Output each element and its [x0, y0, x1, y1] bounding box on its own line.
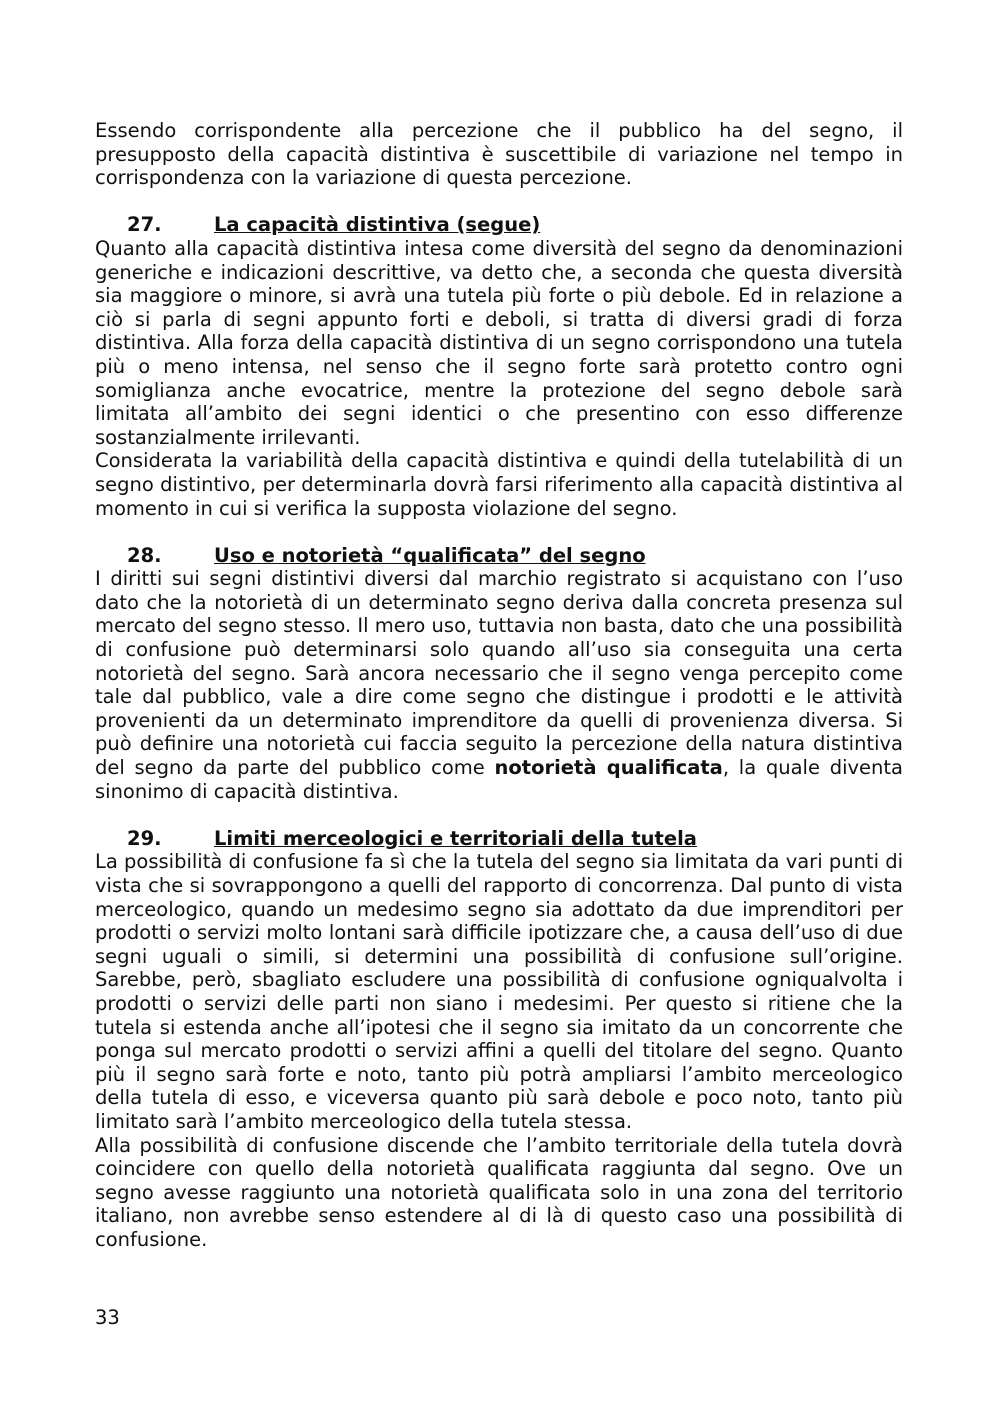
section-number: 27. — [127, 213, 162, 237]
intro-paragraph: Essendo corrispondente alla percezione che il pubblico ha del segno, il presupposto della capacità distintiva è suscettibile di variazione nel tempo in corrispondenza con la variazione di questa percezione. — [95, 119, 903, 190]
section-28-text: I diritti sui segni distintivi diversi dal marchio registrato si acquistano con l’uso dato che la notorietà di un determinato segno deriva dalla concreta presenza sul mercato del segno stesso. Il mero uso, tuttavia non basta, dato che una possibilità di confusione può determinarsi solo quando all’uso sia conseguita una certa notorietà del segno. Sarà ancora necessario che il segno venga percepito come tale dal pubblico, vale a dire come segno che distingue i prodotti e le attività provenienti da un determinato imprenditore da quelli di provenienza diversa. Si può definire una notorietà cui faccia seguito la percezione della natura distintiva del segno da parte del pubblico come — [95, 567, 903, 780]
page-body — [95, 119, 903, 1252]
section-27-paragraph-2: Considerata la variabilità della capacità distintiva e quindi della tutelabilità di un segno distintivo, per determinarla dovrà farsi riferimento alla capacità distintiva al momento in cui si verifica la supposta violazione del segno. — [95, 449, 903, 520]
section-29-paragraph-1: La possibilità di confusione fa sì che la tutela del segno sia limitata da vari punti di vista che si sovrappongono a quelli del rapporto di concorrenza. Dal punto di vista merceologico, quando un medesimo segno sia adottato da due imprenditori per prodotti o servizi molto lontani sarà difficile ipotizzare che, a causa dell’uso di due segni uguali o simili, si determini una possibilità di confusione sull’origine. Sarebbe, però, sbagliato escludere una possibilità di confusione ogniqualvolta i prodotti o servizi delle parti non siano i medesimi. Per questo si ritiene che la tutela si estenda anche all’ipotesi che il segno sia imitato da un concorrente che ponga sul mercato prodotti o servizi affini a quelli del titolare del segno. Quanto più il segno sarà forte e noto, tanto più potrà ampliarsi l’ambito merceologico della tutela di esso, e viceversa quanto più sarà debole e poco noto, tanto più limitato sarà l’ambito merceologico della tutela stessa. — [95, 850, 903, 1133]
section-title: La capacità distintiva (segue) — [214, 213, 541, 237]
section-number: 29. — [127, 826, 162, 850]
page-number: 33 — [95, 1306, 120, 1329]
section-heading-28 — [95, 544, 903, 568]
section-heading-29 — [95, 827, 903, 851]
section-heading-27 — [95, 213, 903, 237]
section-28-text-tail: , la quale diventa sinonimo di capacità distintiva. — [95, 756, 903, 803]
section-28-paragraph — [95, 567, 903, 803]
bold-term: notorietà qualificata — [494, 756, 723, 780]
section-title: Uso e notorietà “qualificata” del segno — [214, 543, 646, 567]
section-title: Limiti merceologici e territoriali della tutela — [214, 826, 697, 850]
section-29-paragraph-2: Alla possibilità di confusione discende che l’ambito territoriale della tutela dovrà coincidere con quello della notorietà qualificata raggiunta dal segno. Ove un segno avesse raggiunto una notorietà qualificata solo in una zona del territorio italiano, non avrebbe senso estendere al di là di questo caso una possibilità di confusione. — [95, 1133, 903, 1251]
section-27-paragraph-1: Quanto alla capacità distintiva intesa come diversità del segno da denominazioni generiche e indicazioni descrittive, va detto che, a seconda che questa diversità sia maggiore o minore, si avrà una tutela più forte o più debole. Ed in relazione a ciò si parla di segni appunto forti e deboli, si tratta di diversi gradi di forza distintiva. Alla forza della capacità distintiva di un segno corrispondono una tutela più o meno intensa, nel senso che il segno forte sarà protetto contro ogni somiglianza anche evocatrice, mentre la protezione del segno debole sarà limitata all’ambito dei segni identici o che presentino con esso differenze sostanzialmente irrilevanti. — [95, 236, 903, 449]
section-number: 28. — [127, 543, 162, 567]
